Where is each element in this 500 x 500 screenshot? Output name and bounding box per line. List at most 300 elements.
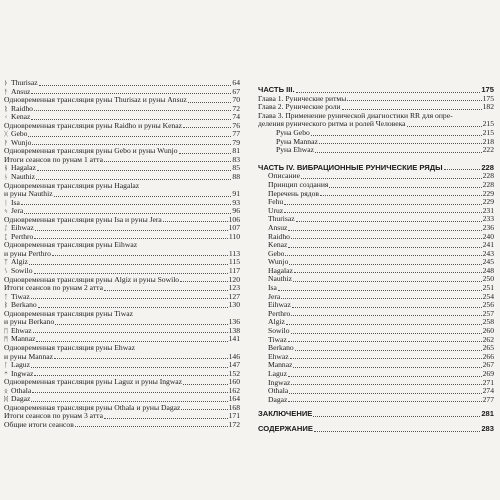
dot-leader <box>291 384 481 385</box>
toc-entry-title: Ehwaz <box>268 352 289 361</box>
dot-leader <box>315 152 482 153</box>
toc-entry <box>4 284 240 293</box>
toc-entry <box>4 361 240 370</box>
dot-leader <box>288 376 482 377</box>
rune-glyph-icon: ᚹ <box>4 138 8 147</box>
dot-leader <box>311 135 482 136</box>
toc-entry-title: Berkano <box>268 344 294 353</box>
toc-entry-title: Перечень рядов <box>268 189 319 198</box>
toc-page-number: 77 <box>232 129 240 139</box>
toc-entry <box>4 258 240 267</box>
dot-leader <box>104 418 228 419</box>
toc-entry <box>258 95 494 104</box>
toc-entry <box>258 120 494 129</box>
dot-leader <box>296 221 482 222</box>
dot-leader <box>278 290 482 291</box>
toc-entry <box>258 267 494 276</box>
toc-entry-title: Глава 3. Применение рунической диагностики RR для опре- <box>258 111 453 120</box>
dot-leader <box>181 409 227 410</box>
dot-leader <box>33 332 228 333</box>
dot-leader <box>55 324 227 325</box>
toc-page-number: 123 <box>228 283 240 293</box>
toc-entry <box>4 113 240 122</box>
toc-entry-title: Принцип создания <box>268 180 329 189</box>
toc-entry-title: и руны Nauthiz <box>4 190 53 199</box>
dot-leader <box>291 238 482 239</box>
toc-entry <box>4 293 240 302</box>
dot-leader <box>293 367 481 368</box>
toc-entry <box>4 216 240 225</box>
toc-entry-title: ᚾ Nauthiz <box>4 173 36 182</box>
toc-entry <box>4 335 240 344</box>
toc-entry <box>4 199 240 208</box>
toc-page-number: 79 <box>232 137 240 147</box>
toc-page-number: 152 <box>228 368 240 378</box>
dot-leader <box>288 230 481 231</box>
toc-entry-title: ᚦ Thurisaz <box>4 79 38 87</box>
toc-entry <box>4 421 240 430</box>
dot-leader <box>288 401 481 402</box>
toc-page-number: 120 <box>228 274 240 284</box>
toc-entry-title: ᛁ Isa <box>4 198 20 207</box>
dot-leader <box>21 204 232 205</box>
toc-entry-title: Одновременная трансляция руны Thurisaz и руны Ansuz <box>4 96 187 105</box>
toc-entry <box>258 172 494 181</box>
toc-entry-title: ЗАКЛЮЧЕНИЕ <box>258 410 313 419</box>
toc-entry <box>258 284 494 293</box>
rune-glyph-icon: ᛇ <box>4 224 8 233</box>
toc-entry-title: ᛜ Ingwaz <box>4 369 34 378</box>
toc-entry <box>258 112 494 121</box>
dot-leader <box>163 221 228 222</box>
toc-entry-title: ᚲ Kenaz <box>4 113 31 122</box>
toc-page-number: 141 <box>228 334 240 344</box>
dot-leader <box>29 264 228 265</box>
toc-entry <box>4 147 240 156</box>
toc-page-number: 228 <box>482 179 494 189</box>
rune-glyph-icon: ᛈ <box>4 232 8 241</box>
dot-leader <box>288 341 482 342</box>
toc-entry <box>258 410 494 419</box>
toc-entry-title: Одновременная трансляция руны Hagalaz <box>4 181 140 190</box>
toc-entry <box>4 173 240 182</box>
dot-leader <box>347 100 481 101</box>
toc-page-number: 147 <box>228 360 240 370</box>
toc-entry <box>4 412 240 421</box>
dot-leader <box>288 247 481 248</box>
dot-leader <box>286 324 482 325</box>
toc-entry <box>258 233 494 242</box>
toc-page-number: 266 <box>482 351 494 361</box>
toc-entry <box>4 267 240 276</box>
toc-entry-title: ᛃ Jera <box>4 207 24 216</box>
toc-entry <box>258 336 494 345</box>
toc-entry <box>4 276 240 285</box>
toc-page-number: 160 <box>228 377 240 387</box>
toc-page-number: 283 <box>481 423 494 433</box>
toc-entry <box>4 250 240 259</box>
toc-page-number: 115 <box>228 257 240 267</box>
toc-entry-title: Руна Gebo <box>276 128 310 137</box>
toc-right-column <box>258 0 494 434</box>
toc-entry <box>4 224 240 233</box>
toc-entry <box>4 310 240 319</box>
toc-page-number: 172 <box>228 419 240 429</box>
toc-entry-title: ᛊ Sowilo <box>4 267 33 276</box>
toc-page-number: 162 <box>228 385 240 395</box>
toc-page-number: 271 <box>482 377 494 387</box>
dot-leader <box>313 416 480 417</box>
toc-entry-title: и руны Perthro <box>4 249 51 258</box>
toc-page-number: 76 <box>232 120 240 130</box>
toc-entry <box>258 258 494 267</box>
dot-leader <box>39 85 232 86</box>
toc-left-column <box>4 0 240 429</box>
rune-glyph-icon: ᚱ <box>4 104 8 113</box>
toc-entry-title: Руна Ehwaz <box>276 146 315 155</box>
dot-leader <box>34 273 228 274</box>
toc-entry <box>258 146 494 155</box>
dot-leader <box>34 110 231 111</box>
toc-entry-title: Tiwaz <box>268 335 287 344</box>
rune-glyph-icon: ᛜ <box>4 369 8 378</box>
toc-entry <box>258 181 494 190</box>
toc-entry <box>258 301 494 310</box>
toc-entry-title: Одновременная трансляция руны Laguz и руны Ingwaz <box>4 378 183 387</box>
toc-page-number: 74 <box>232 112 240 122</box>
toc-entry <box>258 198 494 207</box>
toc-entry-title: и руны Mannaz <box>4 352 53 361</box>
toc-page-number: 106 <box>228 214 240 224</box>
dot-leader <box>36 179 231 180</box>
dot-leader <box>319 143 482 144</box>
dot-leader <box>35 230 228 231</box>
dot-leader <box>301 178 482 179</box>
toc-page-number: 96 <box>232 206 240 216</box>
toc-entry-title: Isa <box>268 284 277 293</box>
toc-page-number: 248 <box>482 265 494 275</box>
toc-page-number: 240 <box>482 231 494 241</box>
rune-glyph-icon: ᛞ <box>4 395 8 404</box>
toc-entry-title: Описание <box>268 172 300 181</box>
toc-entry-title: ᚷ Gebo <box>4 130 28 139</box>
toc-entry <box>4 301 240 310</box>
toc-page-number: 250 <box>482 274 494 284</box>
toc-page-number: 168 <box>228 402 240 412</box>
dot-leader <box>34 238 228 239</box>
toc-entry-title: Mannaz <box>268 361 293 370</box>
toc-page-number: 81 <box>232 146 240 156</box>
toc-entry-title: Raidho <box>268 232 290 241</box>
toc-page-number: 218 <box>482 136 494 146</box>
toc-entry <box>4 156 240 165</box>
toc-entry-title: ᛗ Mannaz <box>4 335 36 344</box>
dot-leader <box>31 119 231 120</box>
toc-entry <box>258 164 494 173</box>
toc-page-number: 267 <box>482 360 494 370</box>
toc-entry-title: Jera <box>268 292 281 301</box>
toc-entry <box>4 190 240 199</box>
dot-leader <box>31 367 228 368</box>
toc-entry-title: Hagalaz <box>268 266 293 275</box>
toc-page-number: 127 <box>228 291 240 301</box>
toc-page-number: 164 <box>228 394 240 404</box>
toc-entry-title: Kenaz <box>268 241 288 250</box>
toc-entry <box>4 327 240 336</box>
toc-page-number: 72 <box>232 103 240 113</box>
toc-entry <box>258 344 494 353</box>
rune-glyph-icon: ᚺ <box>4 164 8 173</box>
toc-entry-title: ᚺ Hagalaz <box>4 164 36 173</box>
toc-entry-title: ᚹ Wunjo <box>4 138 32 147</box>
toc-entry <box>4 105 240 114</box>
toc-entry <box>4 130 240 139</box>
toc-entry <box>4 370 240 379</box>
toc-entry-title: Одновременная трансляция руны Raidho и руны Kenaz <box>4 121 183 130</box>
toc-entry-title: ᛏ Tiwaz <box>4 292 30 301</box>
toc-entry-title: Nauthiz <box>268 275 293 284</box>
toc-entry-title: ᚨ Ansuz <box>4 87 31 96</box>
dot-leader <box>36 341 227 342</box>
toc-entry-title: ᛒ Berkano <box>4 301 37 310</box>
toc-entry <box>4 79 240 88</box>
dot-leader <box>342 109 482 110</box>
dot-leader <box>291 315 481 316</box>
toc-entry-title: Одновременная трансляция руны Tiwaz <box>4 309 134 318</box>
toc-entry <box>258 190 494 199</box>
toc-entry-title: Одновременная трансляция руны Gebo и руны Wunjo <box>4 147 178 156</box>
toc-entry <box>258 327 494 336</box>
toc-entry <box>4 164 240 173</box>
toc-entry-title: Thurisaz <box>268 215 295 224</box>
toc-entry <box>258 86 494 95</box>
toc-page-number: 243 <box>482 248 494 258</box>
toc-entry <box>4 96 240 105</box>
toc-entry-title: Итоги сеансов по рунам 2 атта <box>4 284 103 293</box>
toc-entry-title: Wunjo <box>268 258 289 267</box>
toc-entry <box>4 387 240 396</box>
toc-entry <box>258 293 494 302</box>
rune-glyph-icon: ᚲ <box>4 113 8 122</box>
toc-entry <box>258 353 494 362</box>
toc-entry-title: Глава 1. Рунические ритмы <box>258 94 347 103</box>
toc-entry <box>4 233 240 242</box>
rune-glyph-icon: ᛏ <box>4 292 8 301</box>
toc-page-number: 257 <box>482 308 494 318</box>
toc-page-number: 67 <box>232 86 240 96</box>
dot-leader <box>290 358 482 359</box>
dot-leader <box>75 426 228 427</box>
toc-entry-title: ᛟ Othala <box>4 386 32 395</box>
dot-leader <box>295 350 482 351</box>
dot-leader <box>37 170 232 171</box>
toc-entry-title: деления рунического ритма и ролей Человека <box>258 120 406 129</box>
dot-leader <box>284 212 481 213</box>
toc-page-number: 215 <box>482 127 494 137</box>
toc-entry <box>4 344 240 353</box>
rune-glyph-icon: ᚾ <box>4 173 8 182</box>
toc-entry-title: Одновременная трансляция руны Othala и руны Dagaz <box>4 403 181 412</box>
dot-leader <box>54 196 232 197</box>
toc-page-number: 136 <box>228 317 240 327</box>
rune-glyph-icon: ᚦ <box>4 79 8 87</box>
dot-leader <box>28 136 231 137</box>
rune-glyph-icon: ᚨ <box>4 87 8 96</box>
toc-page-number: 215 <box>482 119 494 129</box>
dot-leader <box>52 255 228 256</box>
toc-page-number: 171 <box>228 411 240 421</box>
dot-leader <box>293 281 482 282</box>
dot-leader <box>320 195 482 196</box>
toc-page-number: 277 <box>482 394 494 404</box>
toc-entry-title: Perthro <box>268 309 291 318</box>
rune-glyph-icon: ᛉ <box>4 258 8 267</box>
dot-leader <box>104 290 228 291</box>
toc-entry <box>4 122 240 131</box>
toc-page-number: 107 <box>228 223 240 233</box>
toc-entry-title: Eihwaz <box>268 301 291 310</box>
toc-page-number: 274 <box>482 386 494 396</box>
toc-entry <box>258 224 494 233</box>
rune-glyph-icon: ᛃ <box>4 207 8 216</box>
toc-entry-title: Руна Mannaz <box>276 137 318 146</box>
toc-page-number: 146 <box>228 351 240 361</box>
toc-page-number: 175 <box>482 93 494 103</box>
toc-page-number: 130 <box>228 300 240 310</box>
toc-page-number: 231 <box>482 205 494 215</box>
rune-glyph-icon: ᛚ <box>4 361 8 370</box>
dot-leader <box>188 102 232 103</box>
dot-leader <box>183 127 231 128</box>
dot-leader <box>281 298 481 299</box>
toc-page-number: 113 <box>228 248 240 258</box>
toc-entry <box>258 241 494 250</box>
toc-entry-title: ᚱ Raidho <box>4 104 33 113</box>
toc-entry-title: Fehu <box>268 198 284 207</box>
toc-entry-title: Algiz <box>268 318 285 327</box>
toc-entry <box>258 103 494 112</box>
toc-entry <box>4 182 240 191</box>
toc-entry-title: ᛞ Dagaz <box>4 395 31 404</box>
toc-page-number: 233 <box>482 214 494 224</box>
toc-page-number: 85 <box>232 163 240 173</box>
toc-page-number: 88 <box>232 172 240 182</box>
toc-entry-title: ЧАСТЬ III. <box>258 86 295 94</box>
toc-entry-title: Итоги сеансов по рунам 3 атта <box>4 412 103 421</box>
toc-entry <box>4 207 240 216</box>
toc-entry-title: Одновременная трансляция руны Eihwaz <box>4 241 138 250</box>
rune-glyph-icon: ᛖ <box>4 326 8 335</box>
toc-entry-title: Laguz <box>268 370 287 378</box>
dot-leader <box>38 307 228 308</box>
toc-entry <box>258 129 494 138</box>
toc-entry-title: Общие итоги сеансов <box>4 420 74 429</box>
toc-entry-title: Одновременная трансляция руны Algiz и руны Sowilo <box>4 275 180 284</box>
rune-glyph-icon: ᛊ <box>4 267 8 276</box>
toc-entry <box>258 310 494 319</box>
rune-glyph-icon: ᛁ <box>4 198 8 207</box>
toc-page-number: 83 <box>232 154 240 164</box>
toc-entry <box>4 353 240 362</box>
dot-leader <box>292 307 482 308</box>
dot-leader <box>407 126 482 127</box>
toc-page-number: 93 <box>232 197 240 207</box>
toc-entry-title: Othala <box>268 387 289 396</box>
dot-leader <box>34 375 227 376</box>
dot-leader <box>31 298 228 299</box>
toc-page-number: 260 <box>482 326 494 336</box>
toc-entry <box>258 396 494 405</box>
toc-entry <box>4 88 240 97</box>
toc-entry-title: Gebo <box>268 249 285 258</box>
dot-leader <box>32 144 231 145</box>
dot-leader <box>179 153 232 154</box>
toc-page-number: 258 <box>482 317 494 327</box>
toc-page-number: 182 <box>482 102 494 112</box>
toc-page-number: 117 <box>228 266 240 276</box>
toc-entry <box>258 207 494 216</box>
toc-entry <box>4 318 240 327</box>
toc-page-number: 251 <box>482 283 494 293</box>
toc-page-number: 222 <box>482 145 494 155</box>
toc-page-number: 229 <box>482 188 494 198</box>
toc-entry-title: ᛈ Perthro <box>4 232 34 241</box>
toc-entry <box>258 387 494 396</box>
toc-entry <box>258 275 494 284</box>
toc-page-number: 110 <box>228 231 240 241</box>
rune-glyph-icon: ᛒ <box>4 301 8 310</box>
toc-page-number: 269 <box>482 369 494 378</box>
toc-entry-title: ᛖ Ehwaz <box>4 326 32 335</box>
toc-entry-title: Одновременная трансляция руны Ehwaz <box>4 343 135 352</box>
toc-page-number: 175 <box>481 85 494 94</box>
toc-entry <box>258 318 494 327</box>
toc-page-number: 228 <box>482 171 494 181</box>
toc-page-number: 256 <box>482 300 494 310</box>
toc-page-number: 138 <box>228 325 240 335</box>
dot-leader <box>24 213 231 214</box>
rune-glyph-icon: ᛟ <box>4 386 8 395</box>
dot-leader <box>31 93 231 94</box>
toc-entry <box>4 241 240 250</box>
toc-page-number: 91 <box>232 189 240 199</box>
toc-entry-title: Одновременная трансляция руны Isa и руны Jera <box>4 215 162 224</box>
toc-page-number: 245 <box>482 257 494 267</box>
dot-leader <box>291 333 482 334</box>
rune-glyph-icon: ᚷ <box>4 130 8 139</box>
dot-leader <box>32 392 227 393</box>
dot-leader <box>314 431 480 432</box>
toc-entry <box>258 138 494 147</box>
toc-entry-title: ᛉ Algiz <box>4 258 28 267</box>
toc-entry <box>258 379 494 388</box>
dot-leader <box>289 393 481 394</box>
toc-entry-title: ᛇ Eihwaz <box>4 224 34 233</box>
toc-entry-title: Dagaz <box>268 395 288 404</box>
toc-entry <box>4 395 240 404</box>
toc-page-number: 70 <box>232 95 240 105</box>
toc-entry-title: ᛚ Laguz <box>4 361 30 370</box>
dot-leader <box>296 92 481 93</box>
toc-page-number: 64 <box>232 78 240 87</box>
toc-entry <box>258 215 494 224</box>
dot-leader <box>289 264 481 265</box>
toc-page-number: 241 <box>482 240 494 250</box>
toc-entry-title: Uruz <box>268 206 284 215</box>
toc-entry <box>258 250 494 259</box>
dot-leader <box>284 204 481 205</box>
dot-leader <box>180 281 228 282</box>
